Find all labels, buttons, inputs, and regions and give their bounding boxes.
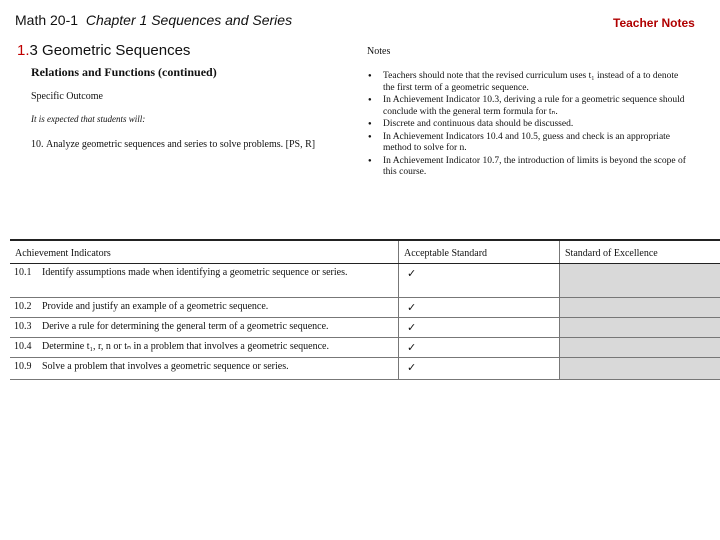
notes-heading: Notes bbox=[367, 46, 391, 57]
indicator-text: Determine t₁, r, n or tₙ in a problem that involves a geometric sequence. bbox=[42, 341, 329, 352]
indicator-text: Derive a rule for determining the general term of a geometric sequence. bbox=[42, 321, 329, 332]
check-icon: ✓ bbox=[407, 321, 417, 334]
indicator-number: 10.9 bbox=[14, 361, 32, 372]
table-header-row bbox=[10, 240, 720, 264]
table-row bbox=[10, 338, 720, 358]
section-name: 3 Geometric Sequences bbox=[29, 42, 191, 59]
document-header bbox=[15, 12, 292, 28]
header-standard-of-excellence: Standard of Excellence bbox=[560, 240, 720, 264]
table-row bbox=[10, 318, 720, 338]
excellence-cell bbox=[560, 338, 720, 358]
achievement-table bbox=[10, 239, 720, 380]
note-item: ● In Achievement Indicator 10.7, the introduction of limits is beyond the scope of this course. bbox=[366, 156, 686, 179]
excellence-cell bbox=[560, 358, 720, 380]
acceptable-cell bbox=[399, 318, 560, 338]
section-number: 1. bbox=[17, 42, 30, 59]
note-item: ● Discrete and continuous data should be discussed. bbox=[366, 119, 686, 131]
note-item: ● In Achievement Indicator 10.3, deriving a rule for a geometric sequence should conclude with the general term formula for tₙ. bbox=[366, 95, 686, 118]
indicator-number: 10.2 bbox=[14, 301, 32, 312]
teacher-notes-label: Teacher Notes bbox=[613, 16, 695, 30]
indicator-cell bbox=[10, 358, 399, 380]
indicator-text: Identify assumptions made when identifying a geometric sequence or series. bbox=[42, 267, 348, 278]
excellence-cell bbox=[560, 298, 720, 318]
note-item: ● In Achievement Indicators 10.4 and 10.5, guess and check is an appropriate method to solve for n. bbox=[366, 132, 686, 155]
check-icon: ✓ bbox=[407, 267, 417, 280]
indicator-number: 10.1 bbox=[14, 267, 32, 278]
indicator-cell bbox=[10, 264, 399, 298]
indicator-cell bbox=[10, 318, 399, 338]
acceptable-cell bbox=[399, 264, 560, 298]
header-achievement-indicators: Achievement Indicators bbox=[10, 240, 399, 264]
excellence-cell bbox=[560, 264, 720, 298]
outcome-number: 10. bbox=[31, 139, 44, 150]
check-icon: ✓ bbox=[407, 301, 417, 314]
section-title bbox=[17, 42, 190, 59]
acceptable-cell bbox=[399, 338, 560, 358]
indicator-text: Solve a problem that involves a geometric sequence or series. bbox=[42, 361, 289, 372]
course-title: Math 20-1 bbox=[15, 12, 79, 28]
outcome-text: Analyze geometric sequences and series to solve problems. [PS, R] bbox=[46, 139, 316, 150]
indicator-text: Provide and justify an example of a geometric sequence. bbox=[42, 301, 269, 312]
indicator-number: 10.4 bbox=[14, 341, 32, 352]
table-row bbox=[10, 358, 720, 380]
header-acceptable-standard: Acceptable Standard bbox=[399, 240, 560, 264]
specific-outcome-label: Specific Outcome bbox=[31, 91, 103, 102]
acceptable-cell bbox=[399, 298, 560, 318]
chapter-title: Chapter 1 Sequences and Series bbox=[85, 12, 293, 28]
relations-title: Relations and Functions (continued) bbox=[31, 65, 217, 79]
notes-list bbox=[366, 71, 686, 180]
acceptable-cell bbox=[399, 358, 560, 380]
excellence-cell bbox=[560, 318, 720, 338]
check-icon: ✓ bbox=[407, 361, 417, 374]
check-icon: ✓ bbox=[407, 341, 417, 354]
indicator-number: 10.3 bbox=[14, 321, 32, 332]
indicator-cell bbox=[10, 338, 399, 358]
indicator-cell bbox=[10, 298, 399, 318]
table-row bbox=[10, 298, 720, 318]
table-row bbox=[10, 264, 720, 298]
expected-text: It is expected that students will: bbox=[31, 114, 146, 124]
note-item: ● Teachers should note that the revised curriculum uses t₁ instead of a to denote the first term of a geometric sequence. bbox=[366, 71, 686, 94]
